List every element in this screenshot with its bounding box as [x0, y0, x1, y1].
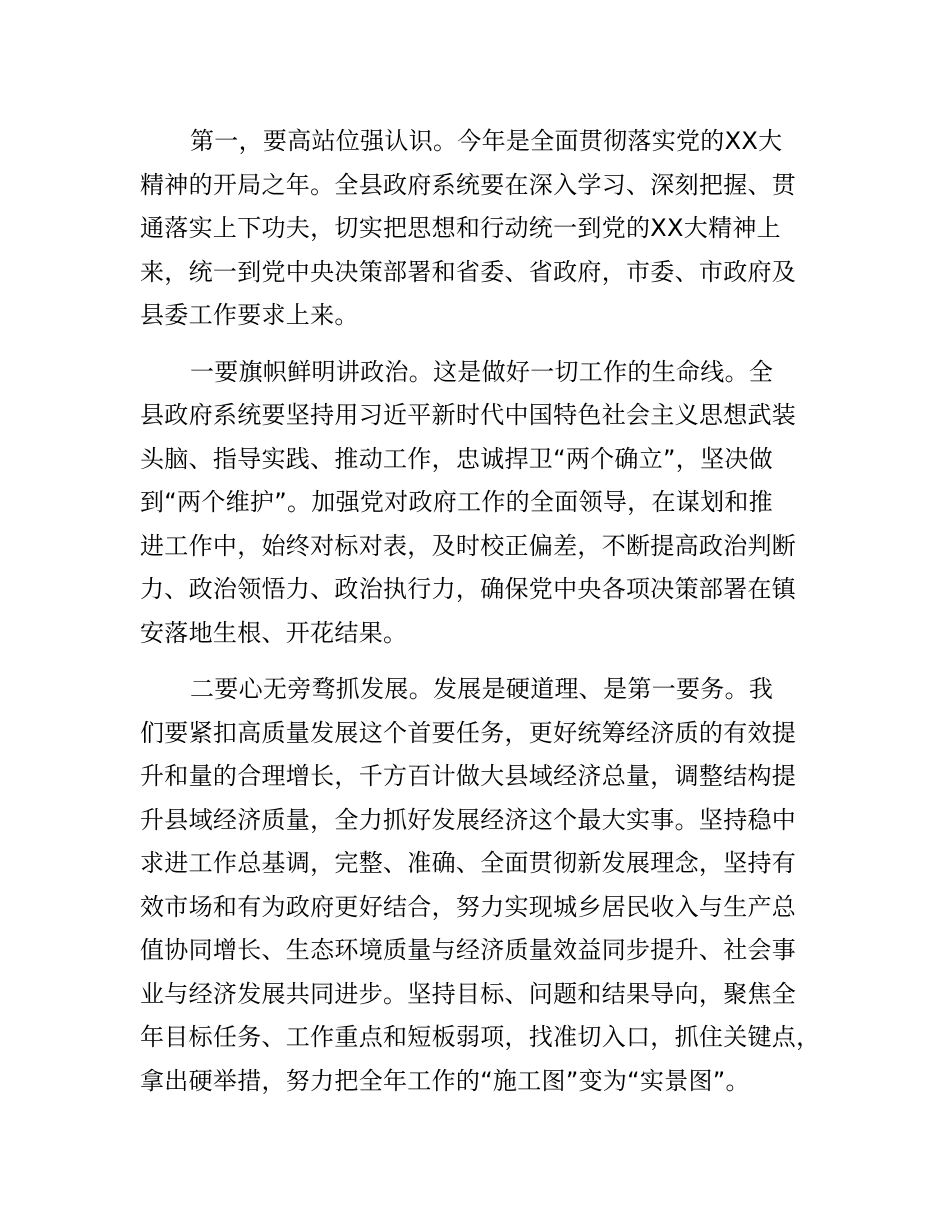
paragraph-line: 进工作中，始终对标对表，及时校正偏差，不断提高政治判断 — [140, 531, 797, 560]
paragraph-line: 年目标任务、工作重点和短板弱项，找准切入口，抓住关键点， — [140, 1023, 821, 1051]
paragraph-line: 力、政治领悟力、政治执行力，确保党中央各项决策部署在镇 — [140, 575, 797, 603]
paragraph-line: 升县域经济质量，全力抓好发展经济这个最大实事。坚持稳中 — [140, 805, 797, 834]
paragraph-line: 效市场和有为政府更好结合，努力实现城乡居民收入与生产总 — [140, 892, 797, 921]
paragraph-3 — [140, 668, 840, 1103]
document-page — [140, 120, 840, 1103]
paragraph-line: 到“两个维护”。加强党对政府工作的全面领导，在谋划和推 — [140, 488, 773, 516]
paragraph-line: 安落地生根、开花结果。 — [140, 618, 408, 647]
paragraph-line: 一要旗帜鲜明讲政治。这是做好一切工作的生命线。全 — [190, 357, 774, 386]
paragraph-line: 通落实上下功夫，切实把思想和行动统一到党的XX大精神上 — [140, 214, 781, 242]
paragraph-line: 二要心无旁骛抓发展。发展是硬道理、是第一要务。我 — [190, 675, 774, 703]
paragraph-line: 来，统一到党中央决策部署和省委、省政府，市委、市政府及 — [140, 257, 797, 286]
paragraph-line: 们要紧扣高质量发展这个首要任务，更好统筹经济质的有效提 — [140, 718, 797, 747]
paragraph-line: 县委工作要求上来。 — [140, 301, 359, 329]
paragraph-2 — [140, 351, 840, 656]
paragraph-line: 第一，要高站位强认识。今年是全面贯彻落实党的XX大 — [190, 127, 783, 155]
paragraph-line: 业与经济发展共同进步。坚持目标、问题和结果导向，聚焦全 — [140, 979, 797, 1008]
paragraph-1 — [140, 120, 840, 338]
paragraph-line: 求进工作总基调，完整、准确、全面贯彻新发展理念，坚持有 — [140, 849, 797, 877]
paragraph-line: 值协同增长、生态环境质量与经济质量效益同步提升、社会事 — [140, 936, 797, 964]
paragraph-line: 拿出硬举措，努力把全年工作的“施工图”变为“实景图”。 — [140, 1066, 750, 1095]
paragraph-line: 头脑、指导实践、推动工作，忠诚捍卫“两个确立”，坚决做 — [140, 444, 773, 473]
paragraph-line: 县政府系统要坚持用习近平新时代中国特色社会主义思想武装 — [140, 401, 797, 429]
paragraph-line: 升和量的合理增长，千方百计做大县域经济总量，调整结构提 — [140, 762, 797, 790]
paragraph-line: 精神的开局之年。全县政府系统要在深入学习、深刻把握、贯 — [140, 170, 797, 199]
